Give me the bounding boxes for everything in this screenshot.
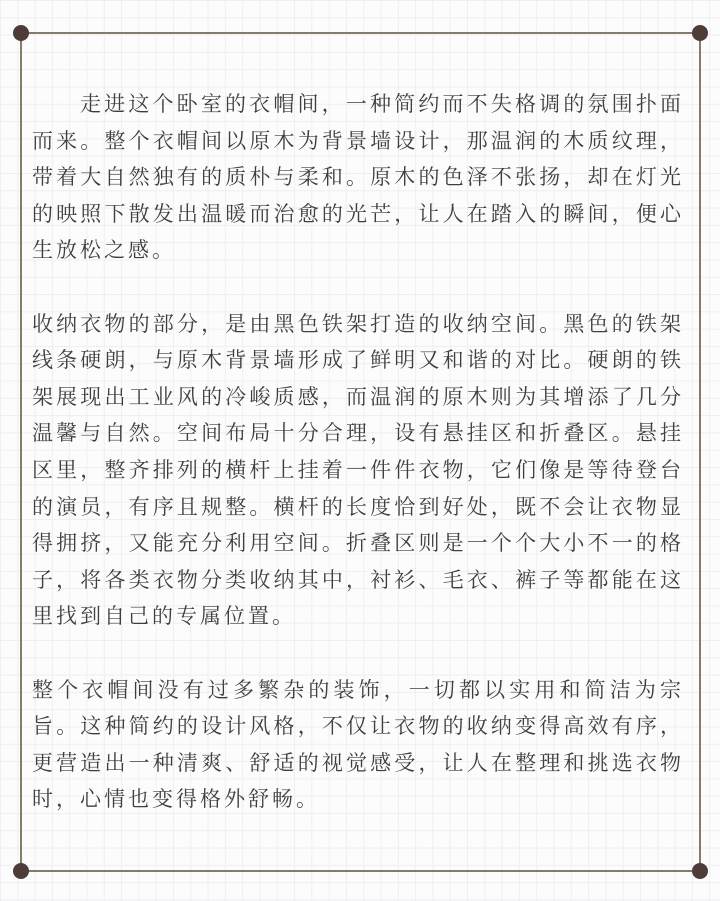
decorative-frame-border xyxy=(20,32,701,872)
corner-pin-top-left-icon xyxy=(13,25,29,41)
corner-pin-bottom-left-icon xyxy=(13,863,29,879)
corner-pin-bottom-right-icon xyxy=(692,863,708,879)
paragraph-conclusion: 整个衣帽间没有过多繁杂的装饰，一切都以实用和简洁为宗旨。这种简约的设计风格，不仅让衣物的收纳变得高效有序，更营造出一种清爽、舒适的视觉感受，让人在整理和挑选衣物时，心情也变得格外舒畅。 xyxy=(32,678,684,812)
paragraph-storage-description: 收纳衣物的部分，是由黑色铁架打造的收纳空间。黑色的铁架线条硬朗，与原木背景墙形成了鲜明又和谐的对比。硬朗的铁架展现出工业风的冷峻质感，而温润的原木则为其增添了几分温馨与自然。空间布局十分合理，设有悬挂区和折叠区。悬挂区里，整齐排列的横杆上挂着一件件衣物，它们像是等待登台的演员，有序且规整。横杆的长度恰到好处，既不会让衣物显得拥挤，又能充分利用空间。折叠区则是一个个大小不一的格子，将各类衣物分类收纳其中，衬衫、毛衣、裤子等都能在这里找到自己的专属位置。 xyxy=(32,312,684,629)
corner-pin-top-right-icon xyxy=(692,25,708,41)
article-text-block xyxy=(32,87,684,855)
paragraph-intro: 走进这个卧室的衣帽间，一种简约而不失格调的氛围扑面而来。整个衣帽间以原木为背景墙设计，那温润的木质纹理，带着大自然独有的质朴与柔和。原木的色泽不张扬，却在灯光的映照下散发出温暖而治愈的光芒，让人在踏入的瞬间，便心生放松之感。 xyxy=(32,93,684,263)
